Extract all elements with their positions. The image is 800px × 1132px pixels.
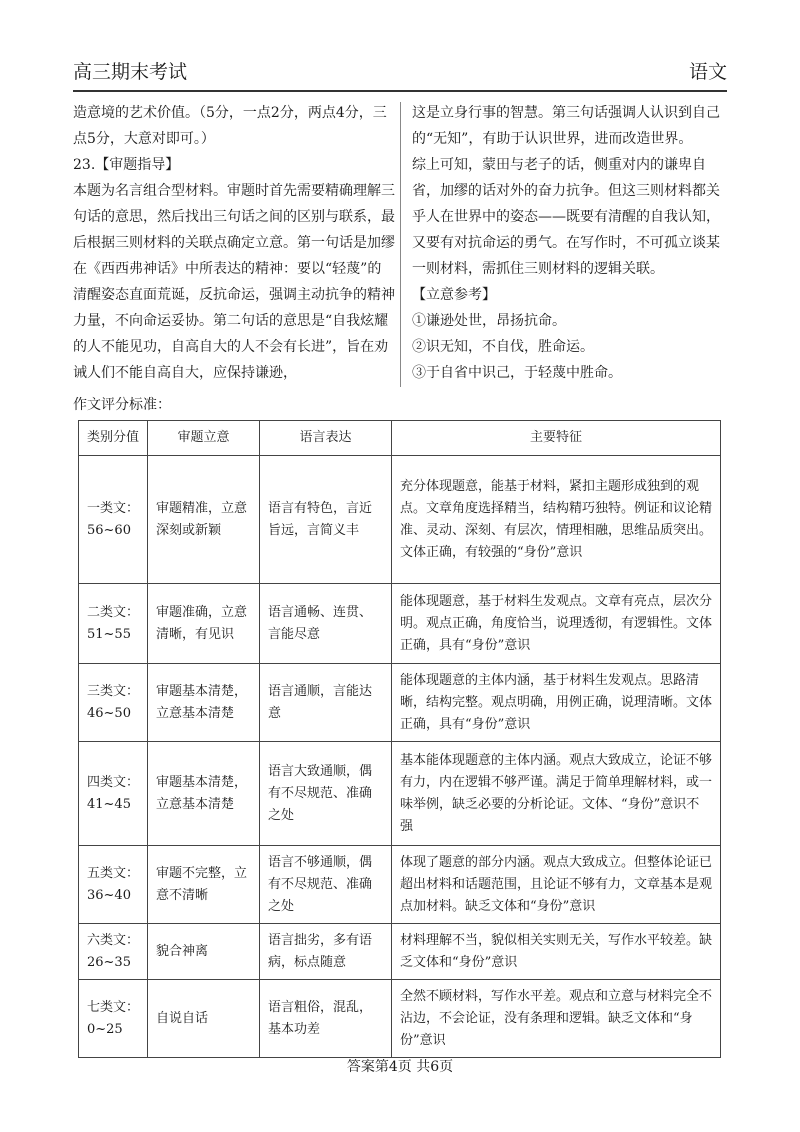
header-features: 主要特征 <box>392 421 721 456</box>
cell-language: 语言拙劣，多有语病，标点随意 <box>260 924 392 980</box>
cell-language: 语言有特色，言近旨远，言简义丰 <box>260 456 392 584</box>
table-header-row <box>79 421 721 456</box>
cell-features: 能体现题意的主体内涵，基于材料生发观点。思路清晰，结构完整。观点明确，用例正确，说理清晰。文体正确，具有“身份”意识 <box>392 664 721 742</box>
cell-theme: 审题不完整，立意不清晰 <box>148 846 260 924</box>
page-header <box>73 52 727 92</box>
header-language: 语言表达 <box>260 421 392 456</box>
scoring-heading: 作文评分标准： <box>73 397 171 413</box>
page-footer: 答案第4页 共6页 <box>346 1059 454 1075</box>
cell-features: 充分体现题意，能基于材料，紧扣主题形成独到的观点。文章角度选择精当，结构精巧独特。例证和议论精准、灵动、深刻、有层次，情理相融，思维品质突出。文体正确，有较强的“身份”意识 <box>392 456 721 584</box>
cell-category: 七类文：0~25 <box>79 980 148 1058</box>
cell-theme: 自说自话 <box>148 980 260 1058</box>
cell-language: 语言通畅、连贯、言能尽意 <box>260 584 392 664</box>
cell-features: 体现了题意的部分内涵。观点大致成立。但整体论证已超出材料和话题范围，且论证不够有力，文章基本是观点加材料。缺乏文体和“身份”意识 <box>392 846 721 924</box>
cell-theme: 审题基本清楚，立意基本清楚 <box>148 664 260 742</box>
right-paragraph: 这是立身行事的智慧。第三句话强调人认识到自己的“无知”，有助于认识世界，进而改造世界。 <box>412 105 720 147</box>
cell-category: 四类文：41~45 <box>79 742 148 846</box>
table-row <box>79 456 721 584</box>
cell-category: 五类文：36~40 <box>79 846 148 924</box>
left-paragraph: 造意境的艺术价值。（5分，一点2分，两点4分，三点5分，大意对即可。） <box>73 105 387 147</box>
exam-title: 高三期末考试 <box>73 61 188 83</box>
reference-item: ②识无知，不自伐，胜命运。 <box>412 339 594 355</box>
table-row <box>79 846 721 924</box>
cell-language: 语言粗俗，混乱，基本功差 <box>260 980 392 1058</box>
cell-features: 材料理解不当，貌似相关实则无关，写作水平较差。缺乏文体和“身份”意识 <box>392 924 721 980</box>
cell-category: 六类文：26~35 <box>79 924 148 980</box>
cell-theme: 貌合神离 <box>148 924 260 980</box>
table-row <box>79 742 721 846</box>
header-category: 类别分值 <box>79 421 148 456</box>
subject-label: 语文 <box>688 61 727 83</box>
table-row <box>79 924 721 980</box>
scoring-table <box>78 420 721 1058</box>
column-divider <box>400 102 401 387</box>
table-row <box>79 664 721 742</box>
reference-item: ③于自省中识己，于轻蔑中胜命。 <box>412 365 622 381</box>
right-paragraph: 综上可知，蒙田与老子的话，侧重对内的谦卑自省，加缪的话对外的奋力抗争。但这三则材料都关乎人在世界中的姿态——既要有清醒的自我认知，又要有对抗命运的勇气。在写作时，不可孤立谈某一则材料，需抓住三则材料的逻辑关联。 <box>412 157 720 277</box>
cell-language: 语言通顺，言能达意 <box>260 664 392 742</box>
cell-theme: 审题准确，立意清晰，有见识 <box>148 584 260 664</box>
left-column <box>73 100 395 386</box>
header-theme: 审题立意 <box>148 421 260 456</box>
cell-features: 全然不顾材料，写作水平差。观点和立意与材料完全不沾边，不会论证，没有条理和逻辑。缺乏文体和“身份”意识 <box>392 980 721 1058</box>
left-paragraph: 本题为名言组合型材料。审题时首先需要精确理解三句话的意思，然后找出三句话之间的区别与联系，最后根据三则材料的关联点确定立意。第一句话是加缪在《西西弗神话》中所表达的精神：要以“轻蔑”的清醒姿态直面荒诞，反抗命运，强调主动抗争的精神力量，不向命运妥协。第二句话的意思是“自我炫耀的人不能见功，自高自大的人不会有长进”，旨在劝诫人们不能自高自大，应保持谦逊， <box>73 183 395 381</box>
reference-heading: 【立意参考】 <box>412 287 496 303</box>
cell-features: 基本能体现题意的主体内涵。观点大致成立，论证不够有力，内在逻辑不够严谨。满足于简单理解材料，或一味举例，缺乏必要的分析论证。文体、“身份”意识不强 <box>392 742 721 846</box>
cell-features: 能体现题意，基于材料生发观点。文章有亮点，层次分明。观点正确，角度恰当，说理透彻，有逻辑性。文体正确，具有“身份”意识 <box>392 584 721 664</box>
question-heading: 23.【审题指导】 <box>73 157 180 173</box>
table-row <box>79 980 721 1058</box>
cell-category: 一类文：56~60 <box>79 456 148 584</box>
reference-item: ①谦逊处世，昂扬抗命。 <box>412 313 566 329</box>
cell-language: 语言不够通顺，偶有不尽规范、准确之处 <box>260 846 392 924</box>
cell-language: 语言大致通顺，偶有不尽规范、准确之处 <box>260 742 392 846</box>
cell-theme: 审题精准，立意深刻或新颖 <box>148 456 260 584</box>
cell-category: 三类文：46~50 <box>79 664 148 742</box>
right-column <box>412 100 730 386</box>
cell-theme: 审题基本清楚，立意基本清楚 <box>148 742 260 846</box>
table-row <box>79 584 721 664</box>
cell-category: 二类文：51~55 <box>79 584 148 664</box>
